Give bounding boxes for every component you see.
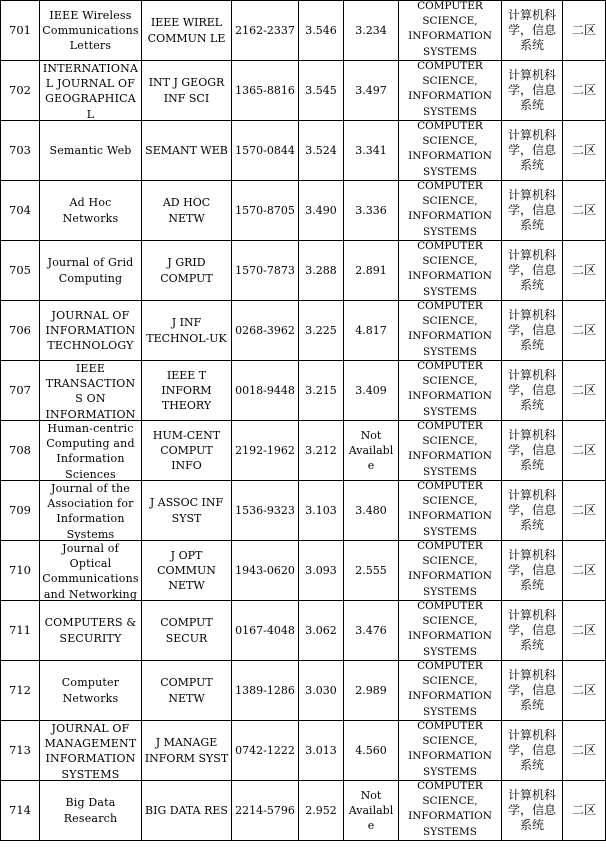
rank-cell bbox=[1, 661, 40, 721]
rank-cell bbox=[1, 1, 40, 61]
journal-title-text: Human-centric Computing and Information Sciences bbox=[46, 422, 135, 480]
category-cn-cell bbox=[502, 721, 563, 781]
impact-factor-text: 3.225 bbox=[305, 323, 337, 337]
impact-factor-cell bbox=[299, 481, 344, 541]
category-cn-text: 计算机科学，信息系统 bbox=[507, 367, 556, 413]
category-text: COMPUTER SCIENCE, INFORMATION SYSTEMS bbox=[408, 480, 492, 538]
rank-text: 711 bbox=[9, 622, 31, 637]
category-cn-cell bbox=[502, 1, 563, 61]
rank-text: 707 bbox=[9, 382, 31, 397]
table-row bbox=[1, 301, 606, 361]
abbreviation-cell bbox=[142, 781, 232, 841]
abbreviation-cell bbox=[142, 181, 232, 241]
journal-title-text: Big Data Research bbox=[63, 796, 118, 825]
abbreviation-text: J GRID COMPUT bbox=[160, 256, 213, 285]
issn-text: 1570-7873 bbox=[235, 263, 295, 277]
impact-factor-text: 3.062 bbox=[305, 623, 337, 637]
category-cn-text: 计算机科学，信息系统 bbox=[507, 787, 556, 833]
five-year-impact-factor-text: 3.234 bbox=[355, 23, 387, 37]
abbreviation-cell bbox=[142, 601, 232, 661]
journal-title-cell bbox=[40, 421, 142, 481]
category-cn-text: 计算机科学，信息系统 bbox=[507, 7, 556, 53]
zone-text: 二区 bbox=[571, 562, 596, 577]
rank-cell bbox=[1, 541, 40, 601]
zone-cell bbox=[563, 121, 606, 181]
issn-cell bbox=[232, 301, 299, 361]
journal-title-text: Journal of the Association for Information Systems bbox=[47, 482, 134, 540]
table-row bbox=[1, 781, 606, 841]
category-cn-cell bbox=[502, 61, 563, 121]
impact-factor-text: 3.545 bbox=[305, 83, 337, 97]
table-row bbox=[1, 661, 606, 721]
rank-cell bbox=[1, 361, 40, 421]
impact-factor-text: 3.013 bbox=[305, 743, 337, 757]
journal-title-cell bbox=[40, 541, 142, 601]
journal-title-text: Computer Networks bbox=[61, 676, 120, 705]
rank-cell bbox=[1, 301, 40, 361]
journal-title-text: JOURNAL OF INFORMATION TECHNOLOGY bbox=[45, 308, 136, 353]
category-cn-cell bbox=[502, 541, 563, 601]
abbreviation-cell bbox=[142, 721, 232, 781]
issn-text: 0018-9448 bbox=[235, 383, 295, 397]
category-text: COMPUTER SCIENCE, INFORMATION SYSTEMS bbox=[408, 360, 492, 418]
zone-text: 二区 bbox=[571, 22, 596, 37]
category-text: COMPUTER SCIENCE, INFORMATION SYSTEMS bbox=[408, 780, 492, 838]
impact-factor-cell bbox=[299, 541, 344, 601]
five-year-impact-factor-cell bbox=[344, 721, 399, 781]
five-year-impact-factor-cell bbox=[344, 781, 399, 841]
impact-factor-text: 3.212 bbox=[305, 443, 337, 457]
zone-cell bbox=[563, 301, 606, 361]
five-year-impact-factor-cell bbox=[344, 661, 399, 721]
category-cell bbox=[399, 361, 502, 421]
category-text: COMPUTER SCIENCE, INFORMATION SYSTEMS bbox=[408, 60, 492, 118]
category-text: COMPUTER SCIENCE, INFORMATION SYSTEMS bbox=[408, 660, 492, 718]
category-cn-text: 计算机科学，信息系统 bbox=[507, 247, 556, 293]
impact-factor-text: 3.215 bbox=[305, 383, 337, 397]
issn-text: 0167-4048 bbox=[235, 623, 295, 637]
zone-cell bbox=[563, 541, 606, 601]
zone-cell bbox=[563, 661, 606, 721]
zone-text: 二区 bbox=[571, 322, 596, 337]
category-cell bbox=[399, 121, 502, 181]
issn-text: 2162-2337 bbox=[235, 23, 295, 37]
five-year-impact-factor-cell bbox=[344, 601, 399, 661]
rank-cell bbox=[1, 421, 40, 481]
issn-cell bbox=[232, 661, 299, 721]
category-cn-text: 计算机科学，信息系统 bbox=[507, 487, 556, 533]
issn-text: 1365-8816 bbox=[235, 83, 295, 97]
category-cn-text: 计算机科学，信息系统 bbox=[507, 667, 556, 713]
table-row bbox=[1, 241, 606, 301]
category-text: COMPUTER SCIENCE, INFORMATION SYSTEMS bbox=[408, 540, 492, 598]
category-cn-cell bbox=[502, 121, 563, 181]
issn-cell bbox=[232, 721, 299, 781]
table-row bbox=[1, 361, 606, 421]
impact-factor-text: 3.490 bbox=[305, 203, 337, 217]
zone-text: 二区 bbox=[571, 142, 596, 157]
abbreviation-cell bbox=[142, 421, 232, 481]
impact-factor-cell bbox=[299, 181, 344, 241]
five-year-impact-factor-cell bbox=[344, 1, 399, 61]
impact-factor-cell bbox=[299, 661, 344, 721]
issn-text: 1536-9323 bbox=[235, 503, 295, 517]
category-text: COMPUTER SCIENCE, INFORMATION SYSTEMS bbox=[408, 240, 492, 298]
journal-title-text: Journal of Optical Communications and Networking bbox=[42, 542, 139, 600]
rank-cell bbox=[1, 181, 40, 241]
issn-text: 0268-3962 bbox=[235, 323, 295, 337]
table-row bbox=[1, 421, 606, 481]
category-cell bbox=[399, 661, 502, 721]
category-cn-text: 计算机科学，信息系统 bbox=[507, 187, 556, 233]
zone-cell bbox=[563, 61, 606, 121]
abbreviation-text: COMPUT SECUR bbox=[160, 616, 213, 645]
five-year-impact-factor-text: Not Available bbox=[348, 788, 394, 833]
zone-text: 二区 bbox=[571, 262, 596, 277]
journal-title-text: IEEE TRANSACTIONS ON INFORMATION bbox=[45, 362, 136, 420]
rank-cell bbox=[1, 121, 40, 181]
issn-cell bbox=[232, 781, 299, 841]
rank-text: 714 bbox=[9, 802, 31, 817]
impact-factor-text: 3.093 bbox=[305, 563, 337, 577]
abbreviation-text: SEMANT WEB bbox=[145, 143, 228, 157]
impact-factor-text: 3.524 bbox=[305, 143, 337, 157]
category-cn-cell bbox=[502, 601, 563, 661]
issn-text: 0742-1222 bbox=[235, 743, 295, 757]
zone-cell bbox=[563, 421, 606, 481]
issn-cell bbox=[232, 481, 299, 541]
category-cn-text: 计算机科学，信息系统 bbox=[507, 127, 556, 173]
rank-cell bbox=[1, 481, 40, 541]
zone-cell bbox=[563, 241, 606, 301]
abbreviation-cell bbox=[142, 241, 232, 301]
abbreviation-cell bbox=[142, 121, 232, 181]
rank-cell bbox=[1, 781, 40, 841]
journal-title-cell bbox=[40, 301, 142, 361]
zone-text: 二区 bbox=[571, 82, 596, 97]
five-year-impact-factor-text: 3.409 bbox=[355, 383, 387, 397]
zone-text: 二区 bbox=[571, 682, 596, 697]
abbreviation-text: IEEE T INFORM THEORY bbox=[161, 368, 212, 413]
five-year-impact-factor-cell bbox=[344, 301, 399, 361]
abbreviation-cell bbox=[142, 61, 232, 121]
zone-text: 二区 bbox=[571, 382, 596, 397]
table-row bbox=[1, 541, 606, 601]
category-cn-cell bbox=[502, 481, 563, 541]
abbreviation-text: J ASSOC INF SYST bbox=[149, 496, 224, 525]
rank-text: 704 bbox=[9, 202, 31, 217]
journal-title-text: COMPUTERS & SECURITY bbox=[44, 616, 137, 645]
five-year-impact-factor-text: 4.817 bbox=[355, 323, 387, 337]
category-cell bbox=[399, 601, 502, 661]
category-text: COMPUTER SCIENCE, INFORMATION SYSTEMS bbox=[408, 300, 492, 358]
issn-text: 1943-0620 bbox=[235, 563, 295, 577]
category-text: COMPUTER SCIENCE, INFORMATION SYSTEMS bbox=[408, 0, 492, 58]
rank-cell bbox=[1, 241, 40, 301]
category-cn-cell bbox=[502, 781, 563, 841]
category-cell bbox=[399, 181, 502, 241]
impact-factor-text: 3.288 bbox=[305, 263, 337, 277]
five-year-impact-factor-cell bbox=[344, 481, 399, 541]
five-year-impact-factor-cell bbox=[344, 241, 399, 301]
rank-text: 712 bbox=[9, 682, 31, 697]
impact-factor-cell bbox=[299, 361, 344, 421]
category-cn-text: 计算机科学，信息系统 bbox=[507, 547, 556, 593]
impact-factor-text: 3.030 bbox=[305, 683, 337, 697]
category-text: COMPUTER SCIENCE, INFORMATION SYSTEMS bbox=[408, 120, 492, 178]
impact-factor-cell bbox=[299, 421, 344, 481]
journal-title-cell bbox=[40, 181, 142, 241]
category-cell bbox=[399, 481, 502, 541]
five-year-impact-factor-text: 2.891 bbox=[355, 263, 387, 277]
journal-title-cell bbox=[40, 781, 142, 841]
issn-cell bbox=[232, 421, 299, 481]
issn-cell bbox=[232, 361, 299, 421]
journal-title-cell bbox=[40, 241, 142, 301]
five-year-impact-factor-cell bbox=[344, 181, 399, 241]
rank-text: 706 bbox=[9, 322, 31, 337]
category-cn-text: 计算机科学，信息系统 bbox=[507, 307, 556, 353]
impact-factor-cell bbox=[299, 601, 344, 661]
rank-text: 709 bbox=[9, 502, 31, 517]
category-cn-cell bbox=[502, 181, 563, 241]
rank-text: 702 bbox=[9, 82, 31, 97]
zone-text: 二区 bbox=[571, 802, 596, 817]
rank-text: 713 bbox=[9, 742, 31, 757]
journal-title-cell bbox=[40, 721, 142, 781]
issn-cell bbox=[232, 1, 299, 61]
category-text: COMPUTER SCIENCE, INFORMATION SYSTEMS bbox=[408, 420, 492, 478]
zone-cell bbox=[563, 721, 606, 781]
table-row bbox=[1, 1, 606, 61]
journal-title-cell bbox=[40, 1, 142, 61]
zone-cell bbox=[563, 781, 606, 841]
issn-text: 1570-8705 bbox=[235, 203, 295, 217]
category-cn-text: 计算机科学，信息系统 bbox=[507, 727, 556, 773]
rank-cell bbox=[1, 721, 40, 781]
journal-title-text: IEEE Wireless Communications Letters bbox=[42, 8, 139, 53]
journal-title-cell bbox=[40, 61, 142, 121]
table-row bbox=[1, 601, 606, 661]
impact-factor-cell bbox=[299, 121, 344, 181]
category-cn-cell bbox=[502, 661, 563, 721]
rank-cell bbox=[1, 601, 40, 661]
issn-cell bbox=[232, 241, 299, 301]
five-year-impact-factor-text: 3.476 bbox=[355, 623, 387, 637]
five-year-impact-factor-text: 3.341 bbox=[355, 143, 387, 157]
issn-text: 1570-0844 bbox=[235, 143, 295, 157]
category-cell bbox=[399, 541, 502, 601]
impact-factor-text: 3.103 bbox=[305, 503, 337, 517]
journal-title-cell bbox=[40, 601, 142, 661]
rank-text: 701 bbox=[9, 22, 31, 37]
category-text: COMPUTER SCIENCE, INFORMATION SYSTEMS bbox=[408, 180, 492, 238]
abbreviation-text: INT J GEOGR INF SCI bbox=[148, 76, 225, 105]
zone-text: 二区 bbox=[571, 622, 596, 637]
impact-factor-cell bbox=[299, 241, 344, 301]
journal-title-cell bbox=[40, 481, 142, 541]
abbreviation-text: J INF TECHNOL-UK bbox=[146, 316, 227, 345]
category-cell bbox=[399, 301, 502, 361]
five-year-impact-factor-cell bbox=[344, 361, 399, 421]
five-year-impact-factor-cell bbox=[344, 121, 399, 181]
rank-cell bbox=[1, 61, 40, 121]
abbreviation-text: COMPUT NETW bbox=[160, 676, 213, 705]
zone-text: 二区 bbox=[571, 502, 596, 517]
abbreviation-text: HUM-CENT COMPUT INFO bbox=[152, 428, 221, 473]
journal-title-text: INTERNATIONAL JOURNAL OF GEOGRAPHICAL bbox=[42, 62, 139, 120]
rank-text: 710 bbox=[9, 562, 31, 577]
category-text: COMPUTER SCIENCE, INFORMATION SYSTEMS bbox=[408, 600, 492, 658]
issn-text: 2192-1962 bbox=[235, 443, 295, 457]
category-text: COMPUTER SCIENCE, INFORMATION SYSTEMS bbox=[408, 720, 492, 778]
journal-title-cell bbox=[40, 121, 142, 181]
five-year-impact-factor-text: 2.555 bbox=[355, 563, 387, 577]
rank-text: 705 bbox=[9, 262, 31, 277]
journal-title-cell bbox=[40, 661, 142, 721]
issn-cell bbox=[232, 181, 299, 241]
impact-factor-cell bbox=[299, 1, 344, 61]
zone-cell bbox=[563, 1, 606, 61]
five-year-impact-factor-cell bbox=[344, 541, 399, 601]
category-cn-cell bbox=[502, 301, 563, 361]
journal-title-text: JOURNAL OF MANAGEMENT INFORMATION SYSTEMS bbox=[44, 722, 137, 780]
abbreviation-text: AD HOC NETW bbox=[162, 196, 211, 225]
zone-text: 二区 bbox=[571, 202, 596, 217]
five-year-impact-factor-text: 4.560 bbox=[355, 743, 387, 757]
five-year-impact-factor-text: 2.989 bbox=[355, 683, 387, 697]
abbreviation-cell bbox=[142, 301, 232, 361]
abbreviation-cell bbox=[142, 361, 232, 421]
abbreviation-cell bbox=[142, 541, 232, 601]
rank-text: 703 bbox=[9, 142, 31, 157]
impact-factor-text: 3.546 bbox=[305, 23, 337, 37]
table-row bbox=[1, 181, 606, 241]
category-cell bbox=[399, 61, 502, 121]
zone-cell bbox=[563, 481, 606, 541]
abbreviation-text: IEEE WIREL COMMUN LE bbox=[147, 16, 226, 45]
table-row bbox=[1, 61, 606, 121]
zone-cell bbox=[563, 361, 606, 421]
zone-text: 二区 bbox=[571, 442, 596, 457]
category-cell bbox=[399, 421, 502, 481]
five-year-impact-factor-cell bbox=[344, 61, 399, 121]
issn-text: 1389-1286 bbox=[235, 683, 295, 697]
impact-factor-text: 2.952 bbox=[305, 803, 337, 817]
table-row bbox=[1, 481, 606, 541]
category-cn-cell bbox=[502, 421, 563, 481]
table-body bbox=[1, 1, 606, 841]
table-row bbox=[1, 121, 606, 181]
journal-title-text: Semantic Web bbox=[49, 143, 132, 157]
impact-factor-cell bbox=[299, 721, 344, 781]
five-year-impact-factor-text: 3.480 bbox=[355, 503, 387, 517]
issn-cell bbox=[232, 121, 299, 181]
issn-cell bbox=[232, 541, 299, 601]
category-cell bbox=[399, 721, 502, 781]
zone-cell bbox=[563, 601, 606, 661]
abbreviation-text: J MANAGE INFORM SYST bbox=[144, 736, 229, 765]
abbreviation-cell bbox=[142, 661, 232, 721]
category-cell bbox=[399, 1, 502, 61]
category-cn-text: 计算机科学，信息系统 bbox=[507, 67, 556, 113]
impact-factor-cell bbox=[299, 61, 344, 121]
category-cn-text: 计算机科学，信息系统 bbox=[507, 607, 556, 653]
zone-text: 二区 bbox=[571, 742, 596, 757]
journal-title-cell bbox=[40, 361, 142, 421]
five-year-impact-factor-text: Not Available bbox=[348, 428, 394, 473]
zone-cell bbox=[563, 181, 606, 241]
issn-cell bbox=[232, 61, 299, 121]
impact-factor-cell bbox=[299, 781, 344, 841]
issn-text: 2214-5796 bbox=[235, 803, 295, 817]
journal-title-text: Ad Hoc Networks bbox=[62, 196, 119, 225]
issn-cell bbox=[232, 601, 299, 661]
abbreviation-text: BIG DATA RES bbox=[145, 803, 228, 817]
five-year-impact-factor-text: 3.336 bbox=[355, 203, 387, 217]
five-year-impact-factor-text: 3.497 bbox=[355, 83, 387, 97]
five-year-impact-factor-cell bbox=[344, 421, 399, 481]
abbreviation-cell bbox=[142, 481, 232, 541]
table-row bbox=[1, 721, 606, 781]
impact-factor-cell bbox=[299, 301, 344, 361]
category-cn-text: 计算机科学，信息系统 bbox=[507, 427, 556, 473]
category-cell bbox=[399, 241, 502, 301]
category-cn-cell bbox=[502, 241, 563, 301]
journal-title-text: Journal of Grid Computing bbox=[47, 256, 134, 285]
category-cn-cell bbox=[502, 361, 563, 421]
abbreviation-text: J OPT COMMUN NETW bbox=[157, 548, 216, 593]
rank-text: 708 bbox=[9, 442, 31, 457]
category-cell bbox=[399, 781, 502, 841]
abbreviation-cell bbox=[142, 1, 232, 61]
